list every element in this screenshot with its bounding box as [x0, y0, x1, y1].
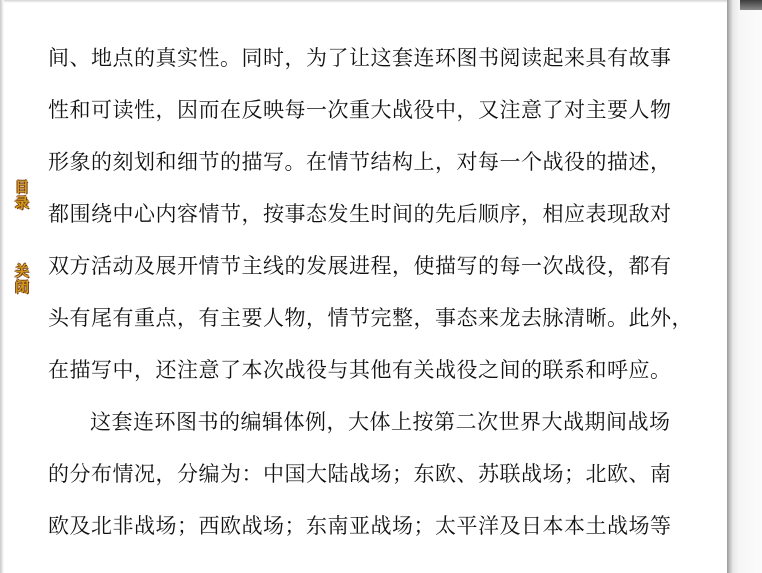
toc-button[interactable] — [9, 180, 35, 212]
text-line: 欧及北非战场；西欧战场；东南亚战场；太平洋及日本本土战场等 — [48, 514, 672, 538]
text-line: 的分布情况，分编为：中国大陆战场；东欧、苏联战场；北欧、南 — [48, 462, 672, 486]
text-line: 双方活动及展开情节主线的发展进程，使描写的每一次战役，都有 — [48, 254, 672, 278]
top-edge-shadow — [0, 0, 727, 3]
text-line: 头有尾有重点，有主要人物，情节完整，事态来龙去脉清晰。此外， — [48, 306, 693, 330]
left-edge-shadow — [0, 0, 4, 573]
close-button[interactable] — [9, 264, 35, 296]
toc-button-char-1: 目 — [15, 180, 29, 196]
text-line: 都围绕中心内容情节，按事态发生时间的先后顺序，相应表现敌对 — [48, 202, 672, 226]
window-corner — [740, 0, 762, 10]
toc-button-char-2: 录 — [15, 196, 29, 212]
document-body — [48, 32, 738, 552]
text-line: 在描写中，还注意了本次战役与其他有关战役之间的联系和呼应。 — [48, 358, 672, 382]
close-button-char-1: 关 — [15, 264, 29, 280]
text-line: 间、地点的真实性。同时，为了让这套连环图书阅读起来具有故事 — [48, 46, 672, 70]
text-line: 形象的刻划和细节的描写。在情节结构上，对每一个战役的描述， — [48, 150, 672, 174]
close-button-char-2: 闭 — [15, 280, 29, 296]
paragraph-start-line: 这套连环图书的编辑体例，大体上按第二次世界大战期间战场 — [90, 410, 671, 434]
text-line: 性和可读性，因而在反映每一次重大战役中，又注意了对主要人物 — [48, 98, 672, 122]
